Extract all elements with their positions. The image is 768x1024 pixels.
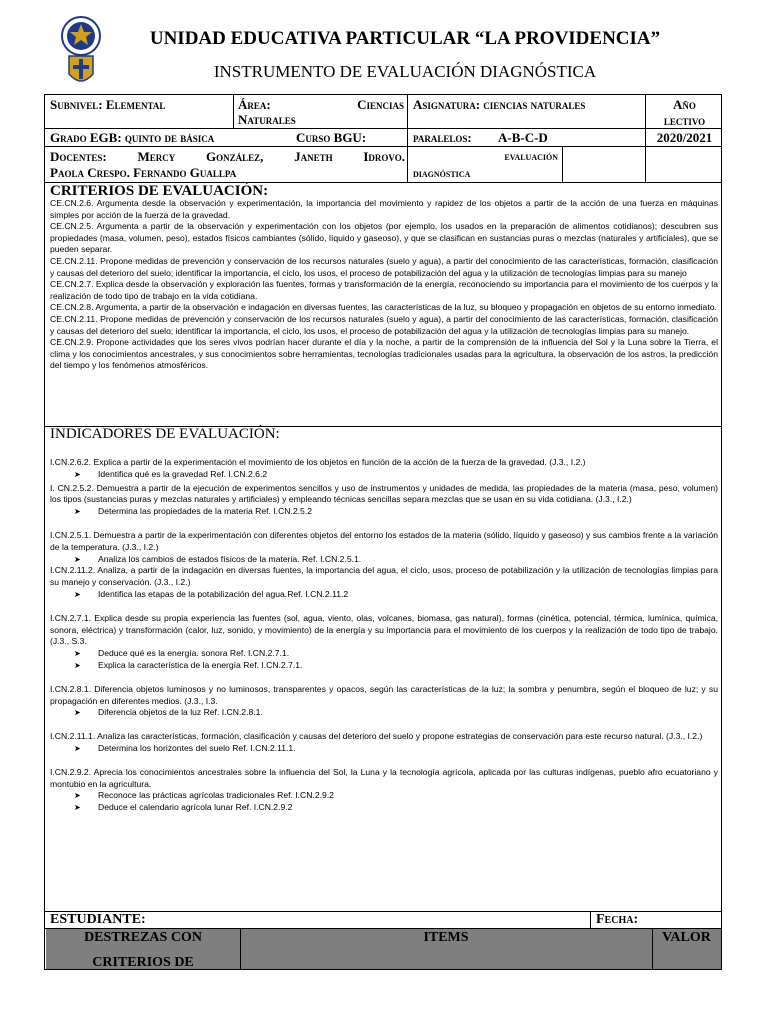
area-value-cont: Naturales [238,112,296,127]
ano-label: Año [673,97,696,112]
indicador-subitem: Diferencia objetos de la luz Ref. I.CN.2.8.1. [98,707,263,718]
indicador-subitem: Deduce qué es la energía. sonora Ref. I.CN.2.7.1. [98,648,290,659]
indicador-subitem: Identifica qué es la gravedad Ref. I.CN.2.6.2 [98,468,268,479]
docentes-field: Docentes: Mercy González, Janeth Idrovo. [50,149,405,164]
indicador-text: I.CN.2.11.2. Analiza, a partir de la indagación en diversas fuentes, la importancia del agua, el ciclo, usos, proceso de potabilización y la utilización de tecnologías limpias para su manejo y conservación. (J.3., I.2.) [50,565,718,588]
area-value: Ciencias [357,97,404,112]
paralelos-value: A-B-C-D [498,130,548,145]
destrezas-header: DESTREZAS CON [84,930,202,945]
estudiante-label: ESTUDIANTE: [50,912,146,927]
fecha-divider [590,911,591,928]
indicador-text: I. CN.2.5.2. Demuestra a partir de la ejecución de experimentos sencillos y uso de instrumentos y unidades de medida, las propiedades de la materia (masa, peso, volumen) los tipos (sustancias puras y mezclas naturales y artificiales) y empleando técnicas sencillas separa mezclas que se usan en su vida cotidiana. (J.3., I.2.) [50,482,718,505]
valor-header: VALOR [662,930,711,945]
subnivel-field: Subnivel: Elemental [50,97,166,112]
school-name: UNIDAD EDUCATIVA PARTICULAR “LA PROVIDENCIA” [149,28,661,49]
ano-value: 2020/2021 [656,130,713,145]
docentes-field-cont: Paola Crespo. Fernando Guallpa [50,165,237,180]
indicador-text: I.CN.2.11.1. Analiza las características, formación, clasificación y causas del deterioro del suelo y propone estrategias de conservación para este recurso natural. (J.3., I.2.) [50,731,703,742]
info-col-divider-4 [562,146,563,182]
school-crest-logo [60,14,102,90]
grado-field: Grado EGB: quinto de básica [50,130,215,145]
criterio-item: CE.CN.2.7. Explica desde la observación y exploración las fuentes, formas y transformación de la energía, reconociendo su importancia para el movimiento de los cuerpos y la realización de todo tipo de trabajo en la vida cotidiana. [50,279,718,301]
criterios-list [50,198,718,372]
info-row-divider-1 [44,128,722,129]
fecha-label: Fecha: [596,912,639,927]
indicadores-list [50,457,718,826]
indicador-subitem: Identifica las etapas de la potabilización del agua.Ref. I.CN.2.11.2 [98,588,349,599]
info-row-divider-2 [44,146,722,147]
indicadores-title: INDICADORES DE EVALUACIÓN: [50,426,280,442]
indicador-text: I.CN.2.7.1. Explica desde su propia experiencia las fuentes (sol, agua, viento, olas, volcanes, biomasa, gas natural), formas (cinética, potencial, térmica, lumínica, química, sonora, eléctrica) y transformación (calor, luz, sonido, y movimiento) de la energía y su importancia para el movimiento de los cuerpos y la realización de todo tipo de trabajo. (J.3., S.3. [50,612,718,647]
indicador-text: I.CN.2.9.2. Aprecia los conocimientos ancestrales sobre la influencia del Sol, la Luna y la tecnología agrícola, aplicada por las culturas indígenas, pueblo afro ecuatoriano y montubio en la agricultura. [50,766,718,789]
criterio-item: CE.CN.2.6. Argumenta desde la observación y experimentación, la importancia del movimiento y rapidez de los objetos a partir de la acción de una fuerza en máquinas simples por acción de la fuerza de la gravedad. [50,198,718,220]
criterios-title: CRITERIOS DE EVALUACIÓN: [50,183,269,199]
indicador-subitem: Determina las propiedades de la materia Ref. I.CN.2.5.2 [98,506,312,517]
criterio-item: CE.CN.2.11. Propone medidas de prevención y conservación de los recursos naturales (suelo y agua), a partir del conocimiento de las características, formación, clasificación y causas del deterioro del suelo; identificar la importancia, el ciclo, los usos, el proceso de potabilización del agua y la utilización de tecnologías limpias para su manejo [50,255,718,278]
indicador-subitem: Deduce el calendario agrícola lunar Ref. I.CN.2.9.2 [98,802,293,813]
info-col-divider-3 [645,94,646,182]
indicador-text: I.CN.2.5.1. Demuestra a partir de la experimentación con diferentes objetos del entorno los estados de la materia (sólido, líquido y gaseoso) y sus cambios frente a la variación de la temperatura. (J.3., I.2.) [50,529,718,552]
indicador-text: I.CN.2.8.1. Diferencia objetos luminosos y no luminosos, transparentes y opacos, según las características de la luz; la sombra y penumbra, según el bloqueo de luz; y su propagación en diferentes medios. (J.3., I.3. [50,683,718,706]
lectivo-label: lectivo [663,113,706,128]
indicador-text: I.CN.2.6.2. Explica a partir de la experimentación el movimiento de los objetos en función de la acción de la fuerza de la gravedad. (J.3., I.2.) [50,457,586,467]
info-col-divider-1 [233,94,234,128]
document-title: INSTRUMENTO DE EVALUACIÓN DIAGNÓSTICA [213,62,597,81]
indicador-subitem: Determina los horizontes del suelo Ref. I.CN.2.11.1. [98,742,296,753]
indicador-subitem: Explica la característica de la energía Ref. I.CN.2.7.1. [98,659,303,670]
indicador-subitem: Reconoce las prácticas agrícolas tradicionales Ref. I.CN.2.9.2 [98,790,334,801]
destrezas-header-cont: CRITERIOS DE [92,955,194,970]
asignatura-field: Asignatura: ciencias naturales [413,97,586,112]
criterio-item: CE.CN.2.5. Argumenta a partir de la observación y experimentación con los objetos (por ejemplo, los usados en la preparación de alimentos cotidianos); descubren sus propiedades (masa, volumen, peso), estados físicos cambiantes (sólido, líquido y gaseoso), y que se clasifican en sustancias puras o mezclas (naturales y artificiales), que se pueden separar. [50,221,718,255]
indicador-subitem: Analiza los cambios de estados físicos de la materia. Ref. I.CN.2.5.1. [98,553,362,564]
items-header: ITEMS [423,930,469,945]
diagnostica-label: diagnóstica [413,166,471,180]
evaluacion-label: evaluación [504,149,558,163]
info-col-divider-2 [407,94,408,182]
criterio-item: CE.CN.2.9. Propone actividades que los seres vivos podrían hacer durante el día y la noche, a partir de la comprensión de la influencia del Sol y la Luna sobre la Tierra, el clima y los conocimientos ancestrales, y sus conocimientos sobre herramientas, tecnologías tradicionales usadas para la agricultura, la observación de los astros, la predicción del tiempo y los fenómenos atmosféricos. [50,337,718,371]
criterio-item: CE.CN.2.8. Argumenta, a partir de la observación e indagación en diversas fuentes, las características de la luz, su bloqueo y propagación en objetos de su entorno inmediato. [50,302,717,313]
area-label: Área: [238,97,271,112]
criterio-item: CE.CN.2.11. Propone medidas de prevención y conservación de los recursos naturales (suelo y agua), a partir del conocimiento de las características, formación, clasificación y causas del deterioro del suelo; identificar la importancia, el ciclo, los usos, el proceso de potabilización del agua y la utilización de tecnologías limpias para su manejo. [50,313,718,336]
curso-field: Curso BGU: [296,130,367,145]
paralelos-label: paralelos: [413,130,472,145]
